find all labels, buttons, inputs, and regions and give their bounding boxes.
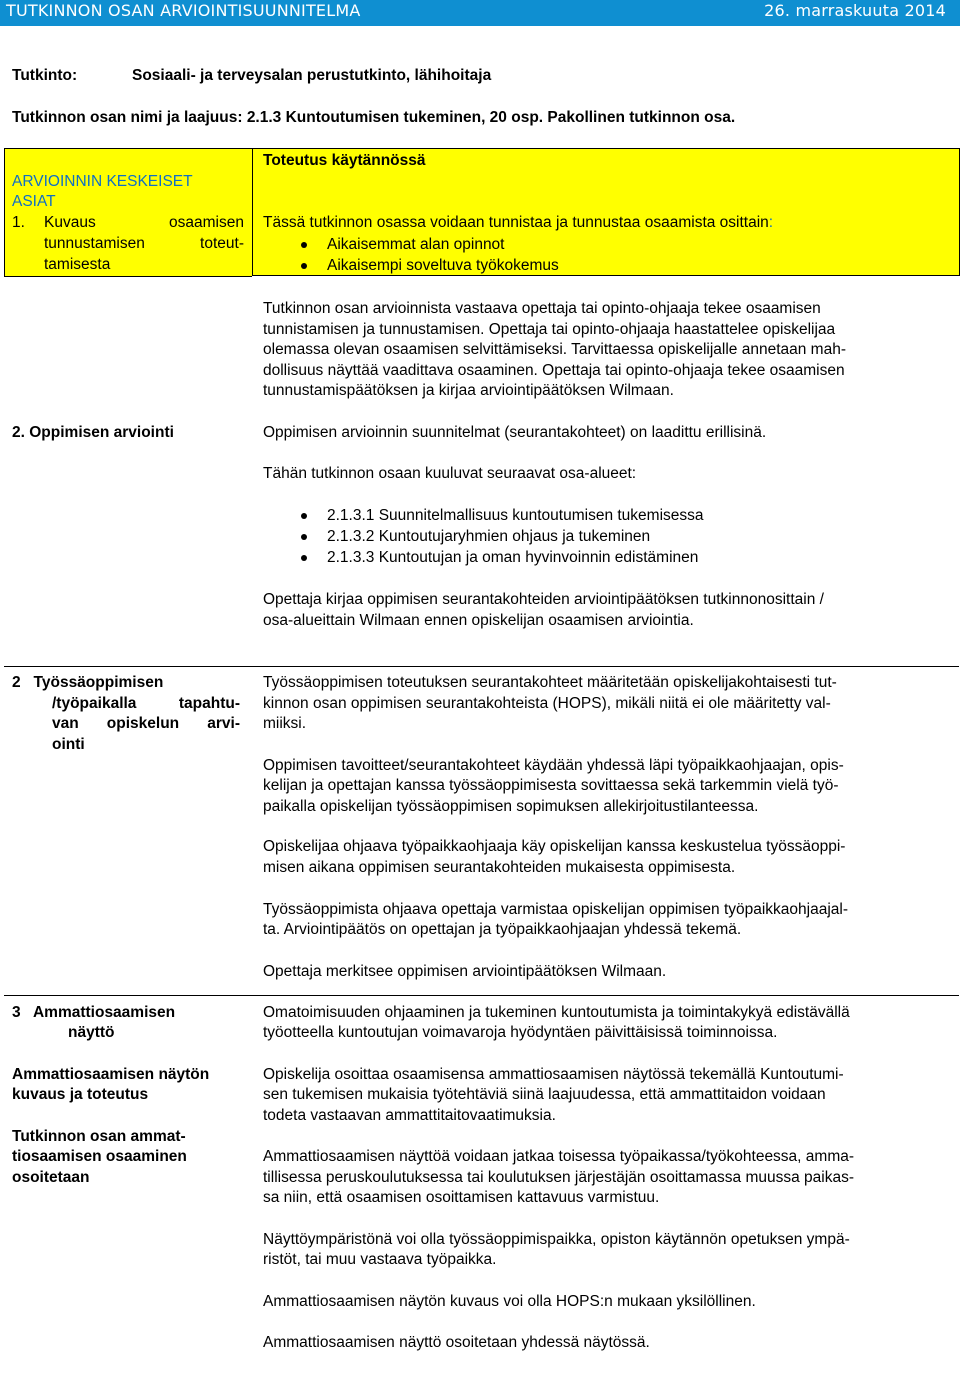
section2-bullet-3: 2.1.3.3 Kuntoutujan ja oman hyvinvoinnin edistäminen (327, 548, 698, 569)
section4-p4-line-1: Näyttöympäristönä voi olla työssäoppimispaikka, opiston käytännön opetuksen ympä- (263, 1231, 850, 1248)
table-divider (4, 666, 959, 667)
section1-para-line-2: tunnistamisen ja tunnustamisen. Opettaja tai opinto-ohjaaja haastattelee opiskelijaa (263, 321, 836, 338)
section4-p4-line-2: ristöt, tai muu vastaava työpaikka. (263, 1251, 497, 1268)
section4-p3-line-2: tillisessa peruskoulutuksessa tai koulutuksen järjestäjän osoittamassa muussa paikas- (263, 1169, 855, 1186)
section4-title-a-line-1: 3 Ammattiosaamisen (12, 1004, 176, 1021)
bullet-icon (301, 555, 307, 561)
section3-p3-line-1: Opiskelijaa ohjaava työpaikkaohjaaja käy opiskelijan kanssa keskustelua työssäoppi- (263, 838, 846, 855)
section2-para-line-1: Opettaja kirjaa oppimisen seurantakohteiden arviointipäätöksen tutkinnonosittain / (263, 591, 824, 608)
section3-p3-line-2: misen aikana oppimisen seurantakohteiden mukaisesta oppimisesta. (263, 859, 736, 876)
section3-p1-line-2: kinnon osan oppimisen seurantakohteista (HOPS), mikäli niitä ei ole määritetty val- (263, 695, 831, 712)
section3-title-line-4: ointi (52, 736, 85, 753)
section1-para-line-3: olemassa olevan osaamisen selvittämiseksi. Tarvittaessa opiskelijalle annetaan mah- (263, 341, 846, 358)
section1-bullet-1: Aikaisemmat alan opinnot (327, 235, 505, 256)
section4-title-c-line-1: Tutkinnon osan ammat- (12, 1128, 186, 1145)
left-heading-line-2: ASIAT (12, 193, 56, 210)
section4-p2-line-1: Opiskelija osoittaa osaamisensa ammattiosaamisen näytössä tekemällä Kuntoutumi- (263, 1066, 844, 1083)
section4-title-c-line-3: osoitetaan (12, 1169, 90, 1186)
tutkinto-label: Tutkinto: (12, 67, 78, 84)
section1-title-line-3: tamisesta (44, 256, 111, 273)
section3-p4-line-1: Työssäoppimista ohjaava opettaja varmistaa opiskelijan oppimisen työpaikkaohjaajal- (263, 901, 849, 918)
section3-p2-line-2: kelijan ja opettajan kanssa työssäoppimisesta sovittaessa sekä tarkemmin vielä työ- (263, 777, 839, 794)
section2-bullet-1: 2.1.3.1 Suunnitelmallisuus kuntoutumisen tukemisessa (327, 506, 704, 527)
bullet-icon (301, 263, 307, 269)
section4-title-c-line-2: tiosaamisen osaaminen (12, 1148, 187, 1165)
document-date: 26. marraskuuta 2014 (764, 1, 946, 20)
bullet-icon (301, 513, 307, 519)
tutkinnon-osa-line: Tutkinnon osan nimi ja laajuus: 2.1.3 Kuntoutumisen tukeminen, 20 osp. Pakollinen tutkinnon osa. (12, 109, 736, 126)
section4-p6-line-1: Ammattiosaamisen näyttö osoitetaan yhdessä näytössä. (263, 1334, 650, 1351)
section1-intro: Tässä tutkinnon osassa voidaan tunnistaa ja tunnustaa osaamista osittain: (263, 214, 774, 231)
document-title: TUTKINNON OSAN ARVIOINTISUUNNITELMA (6, 1, 361, 20)
section4-p5-line-1: Ammattiosaamisen näytön kuvaus voi olla HOPS:n mukaan yksilöllinen. (263, 1293, 756, 1310)
section3-p5-line-1: Opettaja merkitsee oppimisen arviointipäätöksen Wilmaan. (263, 963, 667, 980)
bullet-icon (301, 534, 307, 540)
section1-para-line-1: Tutkinnon osan arvioinnista vastaava opettaja tai opinto-ohjaaja tekee osaamisen (263, 300, 821, 317)
section3-p1-line-1: Työssäoppimisen toteutuksen seurantakohteet määritetään opiskelijakohtaisesti tut- (263, 674, 837, 691)
section2-para-line-2: osa-alueittain Wilmaan ennen opiskelijan osaamisen arviointia. (263, 612, 694, 629)
section3-p2-line-1: Oppimisen tavoitteet/seurantakohteet käydään yhdessä läpi työpaikkaohjaajan, opis- (263, 757, 844, 774)
section2-line-1: Oppimisen arvioinnin suunnitelmat (seurantakohteet) on laadittu erillisinä. (263, 424, 767, 441)
section3-title-line-2: /työpaikalla tapahtu- (52, 695, 240, 712)
right-heading: Toteutus käytännössä (263, 152, 426, 169)
page-header-band (0, 0, 960, 26)
section2-bullet-2: 2.1.3.2 Kuntoutujaryhmien ohjaus ja tukeminen (327, 527, 650, 548)
bullet-icon (301, 242, 307, 248)
section3-p4-line-2: ta. Arviointipäätös on opettajan ja työpaikkaohjaajan yhdessä tekemä. (263, 921, 742, 938)
section4-p1-line-1: Omatoimisuuden ohjaaminen ja tukeminen kuntoutumista ja toimintakykyä edistävällä (263, 1004, 850, 1021)
section4-p1-line-2: työotteella kuntoutujan voimavaroja hyödyntäen päivittäisissä toiminnoissa. (263, 1024, 778, 1041)
section1-number: 1. (12, 214, 25, 231)
tutkinto-value: Sosiaali- ja terveysalan perustutkinto, lähihoitaja (132, 67, 492, 84)
section1-para-line-5: tunnustamispäätöksen ja kirjaa arviointipäätöksen Wilmaan. (263, 382, 674, 399)
section3-title-line-1: 2 Työssäoppimisen (12, 674, 164, 691)
section4-p2-line-2: sen tukemisen mukaisia työtehtäviä siinä laajuudessa, että ammattitaidon voidaan (263, 1086, 826, 1103)
section4-p2-line-3: todeta vastaavan ammattitaitovaatimuksia. (263, 1107, 556, 1124)
left-heading-line-1: ARVIOINNIN KESKEISET (12, 173, 193, 190)
section4-p3-line-3: sa niin, että osaamisen osoittamisen kattavuus varmistuu. (263, 1189, 660, 1206)
section3-title-line-3: van opiskelun arvi- (52, 715, 240, 732)
section4-title-b-line-1: Ammattiosaamisen näytön (12, 1066, 210, 1083)
section1-title-line-2: tunnustamisen toteut- (44, 235, 244, 252)
section4-title-a-line-2: näyttö (68, 1024, 115, 1041)
table-divider (4, 995, 959, 996)
section4-p3-line-1: Ammattiosaamisen näyttöä voidaan jatkaa toisessa työpaikassa/työkohteessa, amma- (263, 1148, 855, 1165)
section2-line-2: Tähän tutkinnon osaan kuuluvat seuraavat osa-alueet: (263, 465, 637, 482)
section2-title: 2. Oppimisen arviointi (12, 424, 174, 441)
section1-title-line-1: Kuvaus osaamisen (44, 214, 244, 231)
section1-para-line-4: dollisuus näyttää vaadittava osaaminen. Opettaja tai opinto-ohjaaja tekee osaamisen (263, 362, 845, 379)
section3-p2-line-3: paikalla opiskelijan työssäoppimisen sopimuksen allekirjoitustilanteessa. (263, 798, 759, 815)
section4-title-b-line-2: kuvaus ja toteutus (12, 1086, 149, 1103)
section3-p1-line-3: miiksi. (263, 715, 307, 732)
section1-bullet-2: Aikaisempi soveltuva työkokemus (327, 256, 559, 277)
